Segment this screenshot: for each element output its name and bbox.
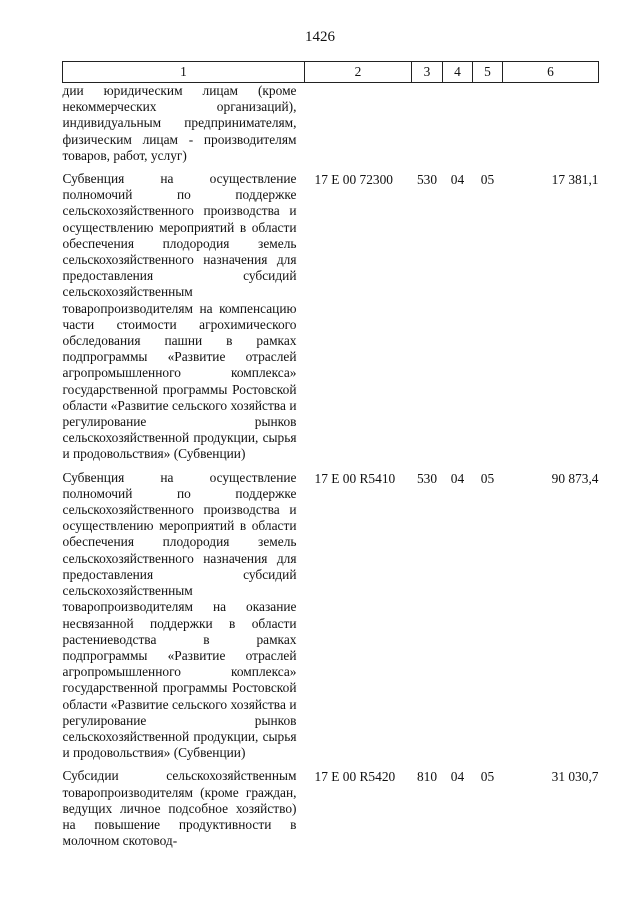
- row-target-article: 17 Е 00 R5410: [314, 470, 396, 486]
- column-header-5: 5: [473, 62, 503, 83]
- row-subsection: [473, 83, 503, 172]
- column-header-4: 4: [443, 62, 473, 83]
- column-header-6: 6: [503, 62, 599, 83]
- row-description: Субвенция на осуществление полномочий по поддержке сельскохозяйственного производства и осуществлению мероприятий в области обеспечения плодородия земель сельскохозяйственного назначения для предоставления субсидий сельскохозяйственным товаропроизводителям на компенсацию части стоимости агрохимического обследования пашни в рамках подпрограммы «Развитие отраслей агропромышленного комплекса» государственной программы Ростовской области «Развитие сельского хозяйства и регулирование рынков сельскохозяйственной продукции, сырья и продовольствия» (Субвенции): [62, 171, 297, 462]
- row-section: 04: [450, 172, 465, 188]
- table-header-row: [63, 62, 599, 83]
- row-subsection: 05: [480, 172, 495, 188]
- row-expense-type: 530: [416, 172, 438, 188]
- row-expense-type: [412, 83, 443, 172]
- row-expense-type: 810: [416, 769, 438, 785]
- budget-table: [62, 61, 599, 856]
- column-header-3: 3: [412, 62, 443, 83]
- row-target-article: 17 Е 00 R5420: [314, 769, 396, 785]
- row-section: 04: [450, 470, 465, 486]
- table-row: [63, 470, 599, 769]
- row-target-article: [305, 83, 412, 172]
- row-amount: 17 381,1: [551, 172, 599, 188]
- row-description: Субсидии сельскохозяйственным товаропроизводителям (кроме граждан, ведущих личное подсобное хозяйство) на повышение продуктивности в молочном скотовод-: [62, 768, 297, 849]
- row-amount: 31 030,7: [551, 769, 599, 785]
- table-row: [63, 171, 599, 470]
- row-amount: [503, 83, 599, 172]
- row-expense-type: 530: [416, 470, 438, 486]
- row-target-article: 17 Е 00 72300: [314, 172, 393, 188]
- table-row: [63, 83, 599, 172]
- row-description: Субвенция на осуществление полномочий по поддержке сельскохозяйственного производства и осуществлению мероприятий в области обеспечения плодородия земель сельскохозяйственного назначения для предоставления субсидий сельскохозяйственным товаропроизводителям на оказание несвязанной поддержки в области растениеводства в рамках подпрограммы «Развитие отраслей агропромышленного комплекса» государственной программы Ростовской области «Развитие сельского хозяйства и регулирование рынков сельскохозяйственной продукции, сырья и продовольствия» (Субвенции): [62, 469, 297, 761]
- row-section: [443, 83, 473, 172]
- row-subsection: 05: [480, 470, 495, 486]
- column-header-1: 1: [63, 62, 305, 83]
- page-number: 1426: [305, 29, 335, 45]
- row-section: 04: [450, 769, 465, 785]
- row-description: дии юридическим лицам (кроме некоммерческих организаций), индивидуальным предпринимателям, физическим лицам - производителям товаров, работ, услуг): [62, 83, 297, 163]
- row-subsection: 05: [480, 769, 495, 785]
- table-row: [63, 768, 599, 856]
- column-header-2: 2: [305, 62, 412, 83]
- row-amount: 90 873,4: [551, 470, 599, 486]
